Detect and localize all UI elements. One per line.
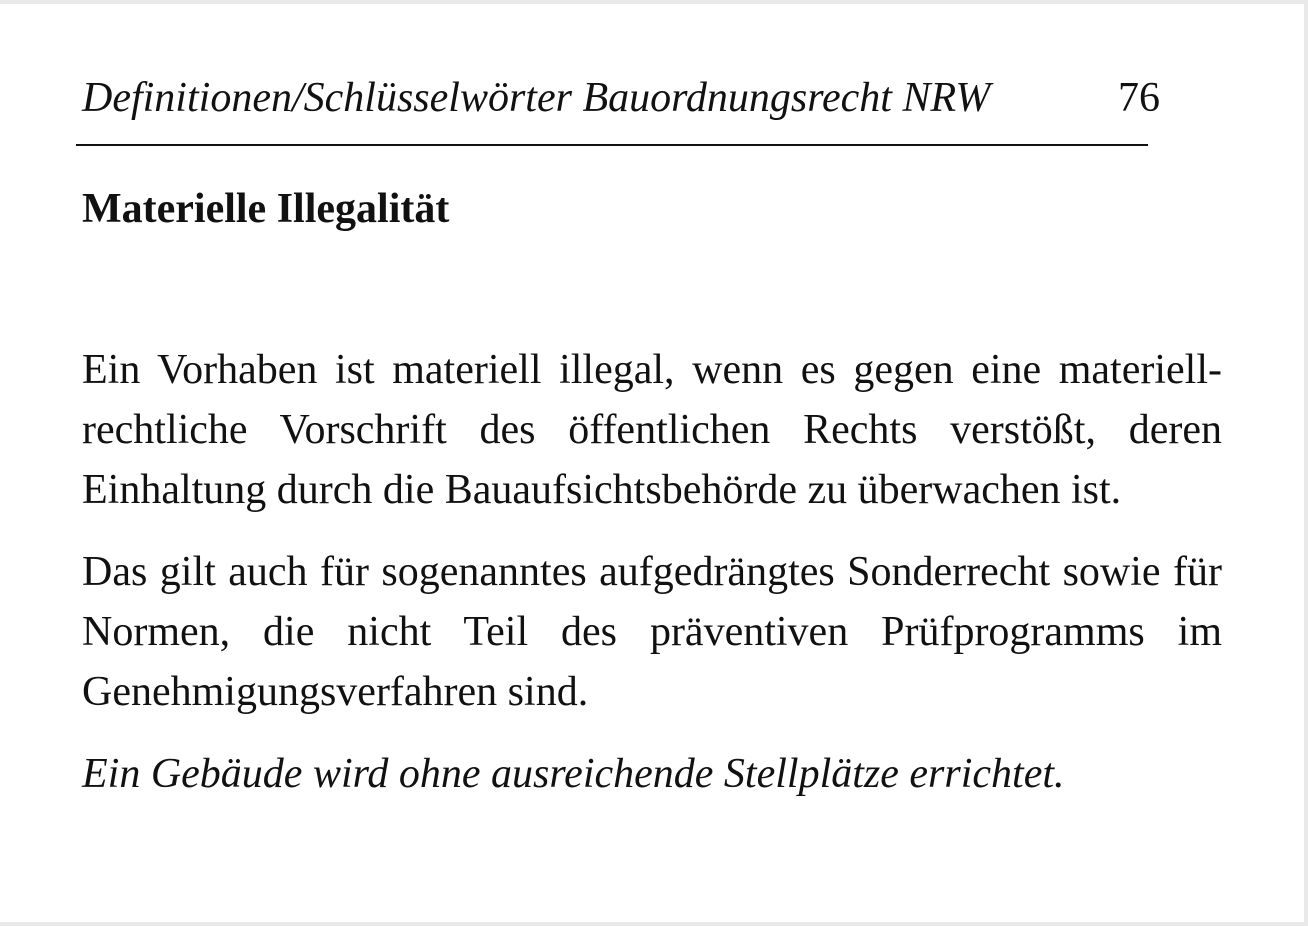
running-title: Definitionen/Schlüsselwörter Bauordnungsrecht NRW [82, 75, 991, 121]
definition-paragraph-2: Das gilt auch für sogenanntes aufgedrängtes Sonderrecht sowie für Normen, die nicht Teil des präventiven Prüfprogramms im Genehmigungsverfahren sind. [82, 549, 1222, 715]
page-number: 76 [1118, 75, 1160, 121]
document-page [0, 4, 1304, 922]
entry-heading: Materielle Illegalität [82, 186, 450, 232]
header-rule [76, 144, 1148, 146]
example-sentence: Ein Gebäude wird ohne ausreichende Stellplätze errichtet. [82, 751, 1065, 797]
definition-paragraph-1: Ein Vorhaben ist materiell illegal, wenn es gegen eine materiell-rechtliche Vorschrift des öffentlichen Rechts verstößt, deren Einhaltung durch die Bauaufsichtsbehörde zu überwachen ist. [82, 347, 1222, 513]
